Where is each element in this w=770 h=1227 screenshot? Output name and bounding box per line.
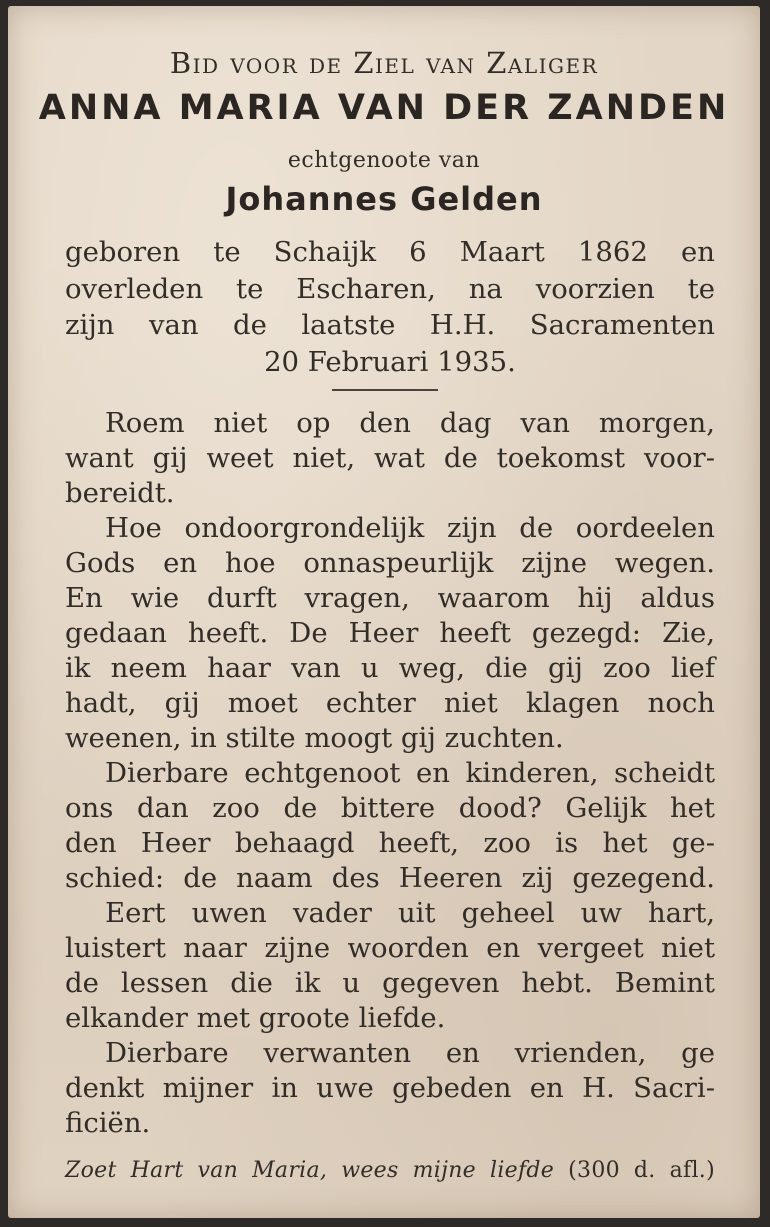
text-line: Dierbare echtgenoot en kinderen, scheidt xyxy=(105,757,715,789)
text-line: Roem niet op den dag van morgen, xyxy=(105,407,715,439)
text-line: denkt mijner in uwe gebeden en H. Sacri- xyxy=(65,1072,715,1104)
text-line: Eert uwen vader uit geheel uw hart, xyxy=(105,897,715,929)
footer-prayer: Zoet Hart van Maria, wees mijne liefde xyxy=(65,1158,555,1183)
text-line: Dierbare verwanten en vrienden, ge xyxy=(105,1037,715,1069)
text-line: schied: de naam des Heeren zij gezegend. xyxy=(65,862,715,894)
text-line: de lessen die ik u gegeven hebt. Bemint xyxy=(65,967,715,999)
text-line: elkander met groote liefde. xyxy=(65,1002,446,1034)
text-line: Hoe ondoorgrondelijk zijn de oordeelen xyxy=(105,512,715,544)
divider xyxy=(332,389,438,391)
text-line: weenen, in stilte moogt gij zuchten. xyxy=(65,722,564,754)
bio-line: geboren te Schaijk 6 Maart 1862 en xyxy=(65,236,715,268)
text-line: gedaan heeft. De Heer heeft gezegd: Zie, xyxy=(65,617,715,649)
text-line: ons dan zoo de bittere dood? Gelijk het xyxy=(65,792,715,824)
prayer-text xyxy=(65,406,715,1141)
bio-line: zijn van de laatste H.H. Sacramenten xyxy=(65,309,715,341)
relation-text: echtgenoote van xyxy=(287,148,481,173)
footer-prayer-line xyxy=(65,1158,715,1183)
footer-indulgence: (300 d. afl.) xyxy=(568,1158,715,1183)
text-line: ik neem haar van u weg, die gij zoo lief xyxy=(65,652,715,684)
deceased-name: ANNA MARIA VAN DER ZANDEN xyxy=(38,88,730,128)
text-line: luistert naar zijne woorden en vergeet niet xyxy=(65,932,715,964)
text-line: bereidt. xyxy=(65,477,175,509)
bio-line: overleden te Escharen, na voorzien te xyxy=(65,272,715,305)
text-line: En wie durft vragen, waarom hij aldus xyxy=(65,582,715,614)
text-line: hadt, gij moet echter niet klagen noch xyxy=(65,687,715,719)
text-line: want gij weet niet, wat de toekomst voor- xyxy=(65,442,715,474)
spouse-name: Johannes Gelden xyxy=(225,180,543,218)
bio-line: 20 Februari 1935. xyxy=(264,345,516,378)
text-line: Gods en hoe onnaspeurlijk zijne wegen. xyxy=(65,547,715,579)
memorial-card xyxy=(8,6,760,1218)
text-line: ficiën. xyxy=(65,1107,151,1139)
text-line: den Heer behaagd heeft, zoo is het ge- xyxy=(65,827,715,859)
card-heading: Bid voor de Ziel van Zaliger xyxy=(169,46,599,80)
biography xyxy=(65,234,715,380)
